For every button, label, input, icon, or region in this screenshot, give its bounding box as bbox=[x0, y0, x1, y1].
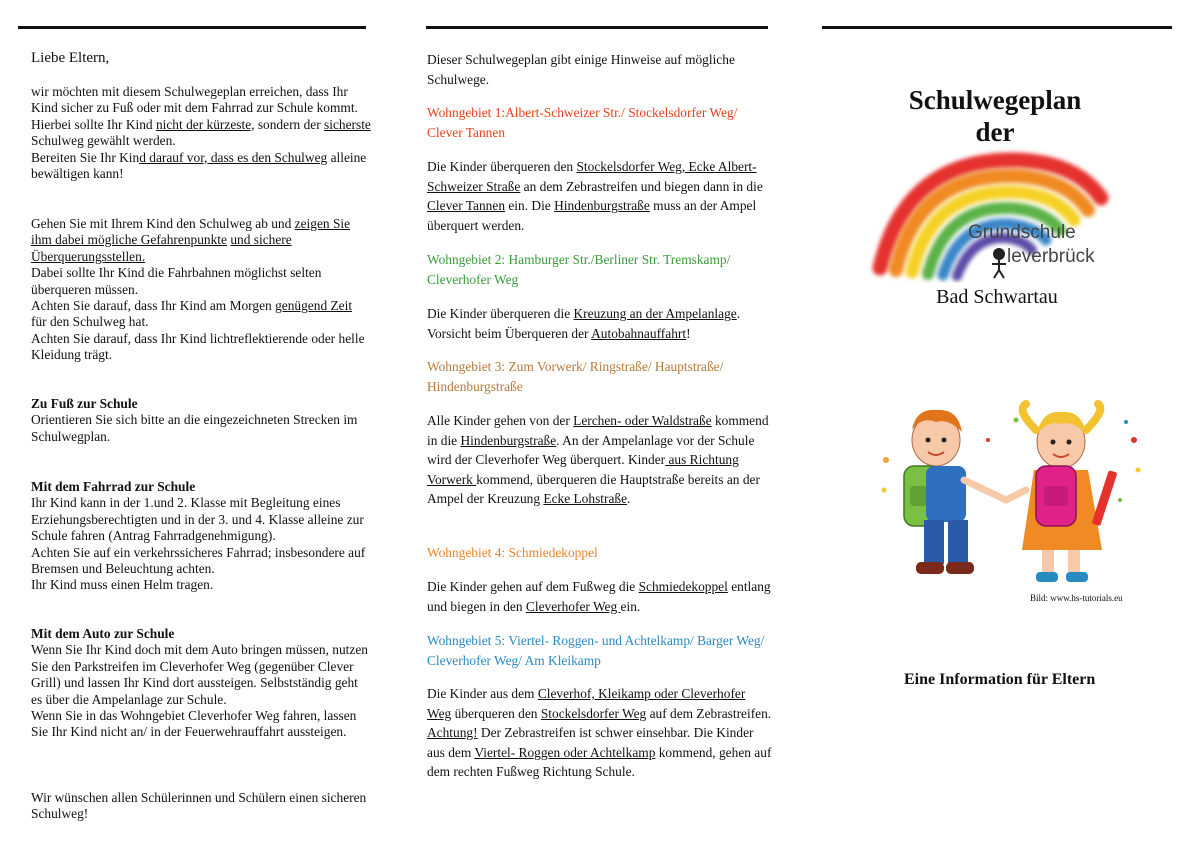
title-line: Schulwegeplan bbox=[908, 85, 1082, 115]
advice-line-c bbox=[31, 298, 371, 331]
area-1-title: Wohngebiet 1:Albert-Schweizer Str./ Stockelsdorfer Weg/ Clever Tannen bbox=[427, 105, 738, 140]
girl-figure-icon bbox=[1006, 404, 1117, 582]
text-run: sondern der bbox=[254, 116, 325, 132]
text-run: kommend, gehen auf dem rechten Fußweg Richtung Schule. bbox=[427, 744, 772, 780]
column-3-top-rule bbox=[822, 26, 1172, 29]
section-text: Achten Sie auf ein verkehrssicheres Fahrrad; insbesondere auf Bremsen und Beleuchtung achten. bbox=[31, 544, 366, 577]
text-run: entlang und biegen in den bbox=[427, 579, 771, 614]
greeting: Liebe Eltern, bbox=[31, 50, 110, 66]
underlined-text: Viertel- Roggen oder Achtelkamp bbox=[474, 744, 656, 760]
routes-intro: Dieser Schulwegeplan gibt einige Hinweise auf mögliche Schulwege. bbox=[427, 52, 735, 87]
underlined-text: d darauf vor, dass es den Schulweg bbox=[139, 149, 328, 165]
text-run: muss an der Ampel überquert werden. bbox=[427, 198, 757, 233]
city-name: Bad Schwartau bbox=[936, 286, 1058, 308]
underlined-text: Kreuzung an der Ampelanlage bbox=[573, 306, 737, 321]
area-2-text bbox=[427, 304, 772, 343]
section-heading: Mit dem Fahrrad zur Schule bbox=[31, 479, 196, 494]
logo-text-line-1: Grundschule bbox=[968, 222, 1076, 243]
text-run: an dem Zebrastreifen und biegen dann in die bbox=[520, 178, 763, 194]
image-credit: Bild: www.hs-tutorials.eu bbox=[1030, 593, 1123, 603]
school-logo-rainbow-icon bbox=[866, 148, 1126, 283]
underlined-text: zeigen Sie ihm dabei mögliche Gefahrenpunkte bbox=[31, 216, 351, 248]
advice-line-a bbox=[31, 216, 371, 265]
text-run: ein. Die bbox=[505, 198, 555, 214]
text-run: . An der Ampelanlage vor der Schule wird der Cleverhofer Weg überquert. Kinder bbox=[427, 432, 755, 468]
section-car bbox=[31, 626, 371, 741]
underlined-text: Clever Tannen bbox=[427, 198, 506, 214]
area-1-text bbox=[427, 157, 772, 235]
underlined-text: aus Richtung Vorwerk bbox=[427, 452, 739, 487]
children-with-backpacks-illustration-icon bbox=[876, 400, 1146, 600]
text-run: für den Schulweg hat. bbox=[31, 314, 149, 330]
intro-line-a: wir möchten mit diesem Schulwegeplan erreichen, dass Ihr Kind sicher zu Fuß oder mit dem Fahrrad zur Schule kommt. bbox=[31, 84, 358, 116]
text-run: . bbox=[627, 491, 631, 507]
intro-line-b bbox=[31, 117, 371, 150]
advice-line-b: Dabei sollte Ihr Kind die Fahrbahnen möglichst selten überqueren müssen. bbox=[31, 265, 322, 297]
text-run: Hierbei sollte Ihr Kind bbox=[31, 116, 156, 132]
boy-figure-icon bbox=[904, 410, 1006, 574]
underlined-text: Stockelsdorfer Weg, Ecke Albert- Schweizer Straße bbox=[427, 159, 757, 194]
logo-text-line-2: leverbrück bbox=[1007, 246, 1095, 267]
text-run: Alle Kinder gehen von der bbox=[427, 413, 574, 428]
text-run: auf dem Zebrastreifen. bbox=[646, 705, 772, 721]
underlined-text: Lerchen- oder Waldstraße bbox=[573, 413, 712, 428]
area-4-title: Wohngebiet 4: Schmiedekoppel bbox=[427, 545, 598, 560]
section-text: Wenn Sie in das Wohngebiet Cleverhofer Weg fahren, lassen Sie Ihr Kind nicht an/ in der Feuerwehrauffahrt aussteigen. bbox=[31, 708, 357, 740]
text-run: . Vorsicht beim Überqueren der bbox=[427, 306, 741, 341]
underlined-text: Hindenburgstraße bbox=[460, 432, 557, 448]
area-3-title: Wohngebiet 3: Zum Vorwerk/ Ringstraße/ Hauptstraße/ Hindenburgstraße bbox=[427, 359, 724, 394]
text-run: Der Zebrastreifen ist schwer einsehbar. Die Kinder aus dem bbox=[427, 725, 754, 760]
text-run: Die Kinder überqueren den bbox=[427, 159, 577, 174]
page-title bbox=[885, 84, 1105, 148]
section-heading: Zu Fuß zur Schule bbox=[31, 396, 138, 411]
area-2-title: Wohngebiet 2: Hamburger Str./Berliner Str. Tremskamp/ Cleverhofer Weg bbox=[427, 252, 731, 287]
closing-wish: Wir wünschen allen Schülerinnen und Schülern einen sicheren Schulweg! bbox=[31, 790, 367, 822]
section-text: Ihr Kind kann in der 1.und 2. Klasse mit Begleitung eines Erziehungsberechtigten und in der 3. und 4. Klasse alleine zur Schule fahren (Antrag Fahrradgenehmigung). bbox=[31, 495, 364, 544]
area-4-text bbox=[427, 577, 772, 616]
advice-paragraph bbox=[31, 216, 371, 364]
text-run: Gehen Sie mit Ihrem Kind den Schulweg ab und bbox=[31, 216, 295, 231]
text-run: Achten Sie darauf, dass Ihr Kind am Morgen bbox=[31, 298, 276, 314]
intro-line-c bbox=[31, 150, 371, 183]
text-run: Die Kinder überqueren die bbox=[427, 306, 574, 321]
underlined-text: Cleverhof, Kleikamp oder Cleverhofer Weg bbox=[427, 686, 746, 721]
text-run: kommend in die bbox=[427, 413, 769, 448]
text-run: Die Kinder aus dem bbox=[427, 686, 538, 701]
underlined-text: Stockelsdorfer Weg bbox=[540, 705, 647, 721]
title-line: der bbox=[975, 117, 1015, 147]
section-text: Wenn Sie Ihr Kind doch mit dem Auto bringen müssen, nutzen Sie den Parkstreifen im Cleverhofer Weg (gegenüber Clever Grill) und lassen Ihr Kind dort aussteigen. Selbstständig geht es über die Ampelanlage zur Schule. bbox=[31, 642, 368, 707]
section-text: Ihr Kind muss einen Helm tragen. bbox=[31, 577, 214, 593]
section-bicycle bbox=[31, 479, 371, 594]
text-run: alleine bewältigen kann! bbox=[31, 149, 367, 182]
underlined-text: Achtung! bbox=[427, 725, 478, 741]
underlined-text: nicht der kürzeste, bbox=[155, 116, 255, 132]
column-2-top-rule bbox=[426, 26, 768, 29]
section-heading: Mit dem Auto zur Schule bbox=[31, 626, 175, 641]
underlined-text: Ecke Lohstraße bbox=[543, 491, 628, 507]
text-run: überqueren den bbox=[451, 705, 541, 721]
text-run: Bereiten Sie Ihr Kin bbox=[31, 149, 140, 165]
section-walking bbox=[31, 396, 371, 445]
underlined-text: Cleverhofer Weg bbox=[525, 598, 621, 614]
underlined-text: und sichere Überquerungsstellen. bbox=[31, 232, 292, 264]
area-5-text bbox=[427, 684, 772, 782]
section-text: Orientieren Sie sich bitte an die eingezeichneten Strecken im Schulwegplan. bbox=[31, 412, 358, 444]
underlined-text: sicherste bbox=[324, 116, 371, 132]
text-run: ! bbox=[686, 325, 691, 341]
text-run: ein. bbox=[620, 598, 641, 614]
underlined-text: Autobahnauffahrt bbox=[591, 325, 687, 341]
column-1-top-rule bbox=[18, 26, 366, 29]
area-5-title: Wohngebiet 5: Viertel- Roggen- und Achtelkamp/ Barger Weg/ Cleverhofer Weg/ Am Kleikamp bbox=[427, 633, 765, 668]
underlined-text: Schmiedekoppel bbox=[638, 579, 728, 594]
underlined-text: Hindenburgstraße bbox=[554, 198, 650, 214]
underlined-text: genügend Zeit bbox=[275, 298, 353, 314]
area-3-text bbox=[427, 411, 772, 509]
text-run: Schulweg gewählt werden. bbox=[31, 133, 176, 149]
logo-stick-figure-icon bbox=[992, 248, 1006, 278]
intro-paragraph bbox=[31, 84, 371, 182]
advice-line-d: Achten Sie darauf, dass Ihr Kind lichtreflektierende oder helle Kleidung trägt. bbox=[31, 330, 365, 363]
info-for-parents: Eine Information für Eltern bbox=[904, 671, 1096, 688]
text-run: Die Kinder gehen auf dem Fußweg die bbox=[427, 579, 639, 594]
text-run: kommend, überqueren die Hauptstraße bereits an der Ampel der Kreuzung bbox=[427, 471, 760, 507]
